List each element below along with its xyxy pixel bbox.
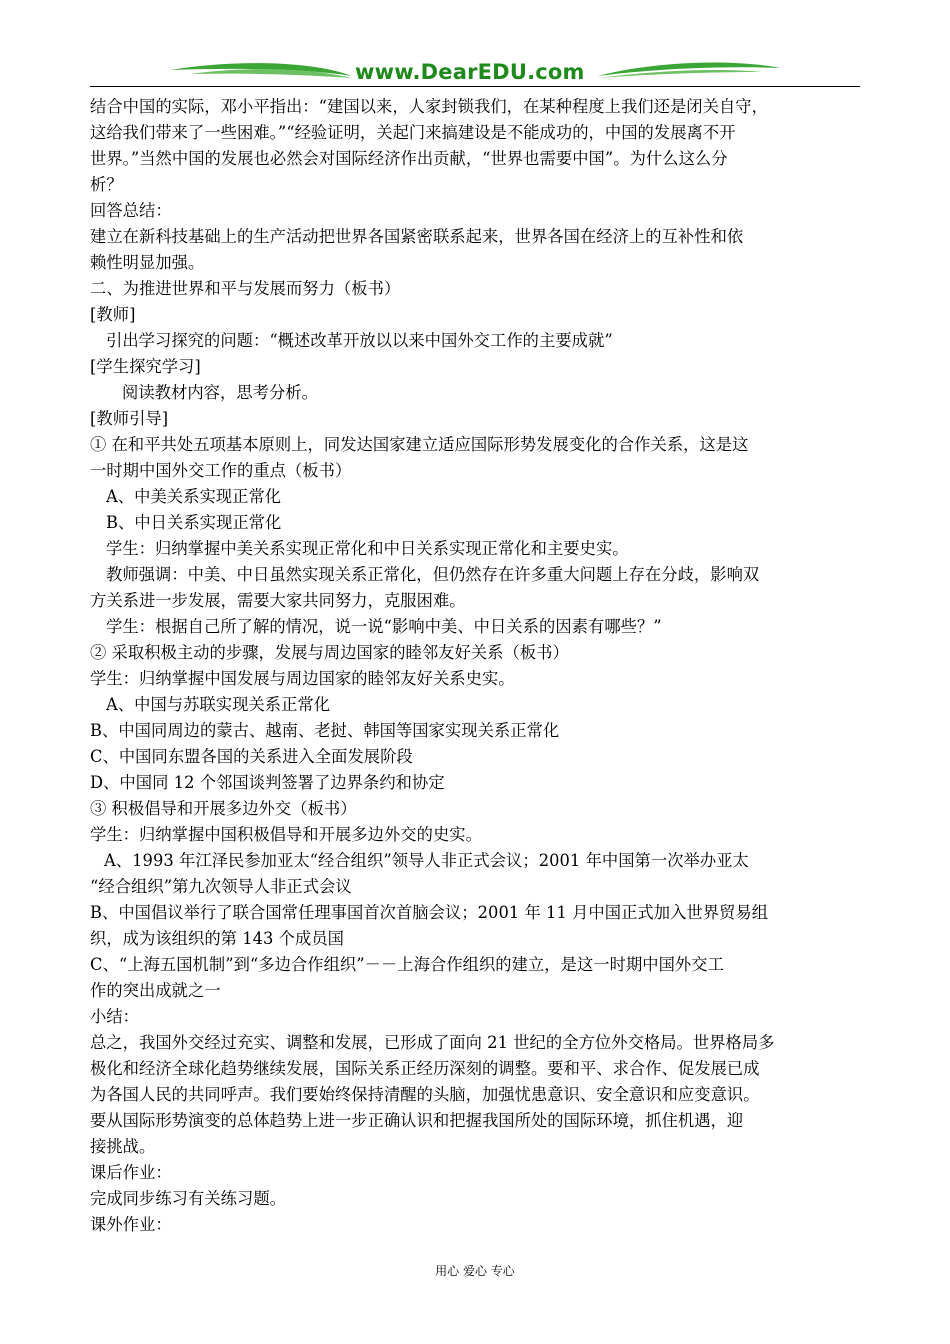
text-line: A、中美关系实现正常化	[106, 487, 282, 506]
text-line: 建立在新科技基础上的生产活动把世界各国紧密联系起来，世界各国在经济上的互补性和依	[90, 227, 744, 246]
text-line: 总之，我国外交经过充实、调整和发展，已形成了面向 21 世纪的全方位外交格局。世界格局多	[90, 1033, 775, 1052]
text-line: 回答总结：	[90, 201, 172, 220]
text-line: 这给我们带来了一些困难。”“经验证明，关起门来搞建设是不能成功的，中国的发展离不开	[90, 123, 736, 142]
text-line: 织，成为该组织的第 143 个成员国	[90, 929, 344, 948]
text-line: 引出学习探究的问题：“概述改革开放以以来中国外交工作的主要成就”	[106, 331, 613, 350]
text-line: 为各国人民的共同呼声。我们要始终保持清醒的头脑，加强忧患意识、安全意识和应变意识。	[90, 1085, 760, 1104]
document-body	[90, 94, 865, 1238]
text-line: 方关系进一步发展，需要大家共同努力，克服困难。	[90, 591, 466, 610]
text-line: 结合中国的实际，邓小平指出：“建国以来，人家封锁我们，在某种程度上我们还是闭关自守，	[90, 97, 768, 116]
page-footer: 用心 爱心 专心	[435, 1264, 515, 1278]
text-line: 二、为推进世界和平与发展而努力（板书）	[90, 279, 401, 298]
text-line: D、中国同 12 个邻国谈判签署了边界条约和协定	[90, 773, 445, 792]
text-line: 小结：	[90, 1007, 139, 1026]
text-line: 要从国际形势演变的总体趋势上进一步正确认识和把握我国所处的国际环境，抓住机遇，迎	[90, 1111, 744, 1130]
text-line: B、中国倡议举行了联合国常任理事国首次首脑会议；2001 年 11 月中国正式加入世界贸易组	[90, 903, 769, 922]
text-line: 阅读教材内容，思考分析。	[122, 383, 318, 402]
text-line: C、中国同东盟各国的关系进入全面发展阶段	[90, 747, 413, 766]
text-line: 学生：根据自己所了解的情况，说一说“影响中美、中日关系的因素有哪些？”	[106, 617, 662, 636]
text-line: 完成同步练习有关练习题。	[90, 1189, 286, 1208]
text-line: ② 采取积极主动的步骤，发展与周边国家的睦邻友好关系（板书）	[90, 643, 569, 662]
header-divider	[90, 86, 860, 87]
text-line: A、中国与苏联实现关系正常化	[106, 695, 331, 714]
text-line: 学生：归纳掌握中国积极倡导和开展多边外交的史实。	[90, 825, 482, 844]
text-line: 赖性明显加强。	[90, 253, 205, 272]
text-line: 世界。”当然中国的发展也必然会对国际经济作出贡献，“世界也需要中国”。为什么这么分	[90, 149, 728, 168]
text-line: ③ 积极倡导和开展多边外交（板书）	[90, 799, 357, 818]
text-line: 极化和经济全球化趋势继续发展，国际关系正经历深刻的调整。要和平、求合作、促发展已成	[90, 1059, 760, 1078]
text-line: [教师]	[90, 305, 136, 324]
text-line: 析？	[90, 175, 123, 194]
site-logo-text[interactable]: www.DearEDU.com	[355, 60, 585, 84]
text-line: B、中国同周边的蒙古、越南、老挝、韩国等国家实现关系正常化	[90, 721, 560, 740]
text-line: 一时期中国外交工作的重点（板书）	[90, 461, 352, 480]
text-line: 学生：归纳掌握中美关系实现正常化和中日关系实现正常化和主要史实。	[106, 539, 629, 558]
text-line: [学生探究学习]	[90, 357, 201, 376]
text-line: C、“上海五国机制”到“多边合作组织”－－上海合作组织的建立，是这一时期中国外交工	[90, 955, 724, 974]
text-line: [教师引导]	[90, 409, 169, 428]
text-line: 教师强调：中美、中日虽然实现关系正常化，但仍然存在许多重大问题上存在分歧，影响双	[106, 565, 760, 584]
text-line: 课后作业：	[90, 1163, 172, 1182]
text-line: “经合组织”第九次领导人非正式会议	[90, 877, 352, 896]
text-line: 作的突出成就之一	[90, 981, 221, 1000]
text-line: ① 在和平共处五项基本原则上，同发达国家建立适应国际形势发展变化的合作关系，这是这	[90, 435, 749, 454]
text-line: 学生：归纳掌握中国发展与周边国家的睦邻友好关系史实。	[90, 669, 515, 688]
text-line: B、中日关系实现正常化	[106, 513, 282, 532]
text-line: 接挑战。	[90, 1137, 156, 1156]
text-line: A、1993 年江泽民参加亚太“经合组织”领导人非正式会议；2001 年中国第一次举办亚太	[104, 851, 749, 870]
text-line: 课外作业：	[90, 1215, 172, 1234]
